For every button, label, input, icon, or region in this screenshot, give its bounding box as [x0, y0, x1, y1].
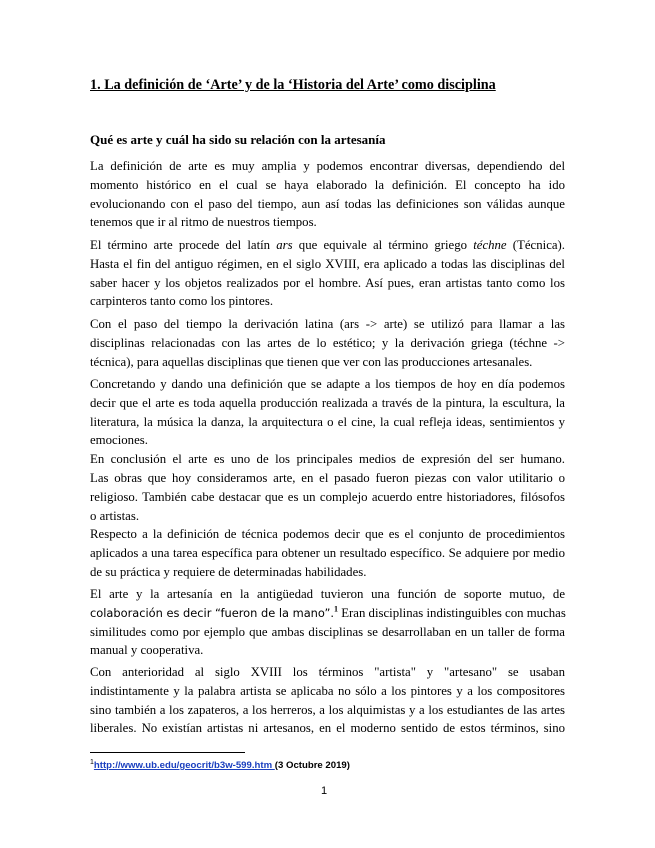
text-line: El arte y la artesanía en la antigüedad tuvieron una función de soporte mutuo, de [90, 587, 565, 601]
paragraph-2 [90, 236, 565, 311]
text-line: El término arte procede del latín ars que equivale al término griego téchne (Técnica). [90, 238, 566, 252]
paragraph-6 [90, 585, 565, 660]
text-line: Respecto a la definición de técnica podemos decir que es el conjunto de procedimientos [90, 527, 565, 541]
text-line: religioso. También cabe destacar que es un complejo acuerdo entre historiadores, filósofos [90, 489, 565, 504]
text-line: liberales. No existían artistas ni artesanos, en el moderno sentido de estos términos, sino [90, 721, 565, 736]
text-line: literatura, la música la danza, la arquitectura o el cine, la cual refleja ideas, sentimientos y [90, 414, 565, 429]
text-line: Concretando y dando una definición que se adapte a los tiempos de hoy en día podemos [90, 377, 565, 391]
subtitle: Qué es arte y cuál ha sido su relación con la artesanía [90, 132, 386, 147]
text-line: momento histórico en el cual se haya elaborado la definición. El concepto ha ido [90, 177, 565, 192]
footnote-reference[interactable]: 1 [334, 604, 338, 614]
text-line: Las obras que hoy consideramos arte, en el pasado fueron piezas con valor utilitario o [90, 470, 565, 485]
footnote-mark: 1 [90, 758, 94, 766]
text-line: o artistas. [90, 508, 140, 523]
paragraph-4 [90, 375, 565, 525]
text-line: técnica), para aquellas disciplinas que tienen que ver con las producciones artesanales. [90, 354, 533, 369]
greek-term: téchne [473, 238, 507, 252]
text-line: manual y cooperativa. [90, 643, 204, 658]
text-line: Con anterioridad al siglo XVIII los términos "artista" y "artesano" se usaban [90, 665, 565, 679]
text-line: sino también a los zapateros, a los herreros, a los alquimistas y a los estudiantes de las artes [90, 702, 565, 717]
footnote-date: (3 Octubre 2019) [274, 760, 350, 771]
footnote [90, 760, 350, 771]
paragraph-7 [90, 663, 565, 738]
text-line: disciplinas relacionadas con las artes de lo estético; y la derivación griega (téchne -> [90, 335, 565, 350]
text-line: tenemos que ir al ritmo de nuestros tiempos. [90, 215, 317, 230]
text-line: aplicados a una tarea específica para obtener un resultado específico. Se adquiere por medio [90, 545, 565, 560]
latin-term: ars [276, 238, 293, 252]
text-line: carpinteros tanto como los pintores. [90, 294, 274, 309]
text-line: colaboración es decir “fueron de la mano”.$^1$ Eran disciplinas indistinguibles con muchas [90, 604, 566, 620]
text-line: Con el paso del tiempo la derivación latina (ars -> arte) se utilizó para llamar a las [90, 317, 565, 331]
footnote-link[interactable]: http://www.ub.edu/geocrit/b3w-599.htm [93, 760, 275, 771]
text-line: indistintamente y la palabra artista se aplicaba no sólo a los pintores y a los compositores [90, 683, 565, 698]
text-line: similitudes como por ejemplo que ambas disciplinas se desarrollaban en un taller de forma [90, 624, 565, 639]
text-line: evolucionando con el paso del tiempo, aun así todas las definiciones son válidas aunque [90, 196, 565, 211]
text-line: En conclusión el arte es uno de los principales medios de expresión del ser humano. [90, 452, 565, 467]
text-line: Hasta el fin del antiguo régimen, en el siglo XVIII, era aplicado a todas las disciplinas del [90, 256, 565, 271]
paragraph-5 [90, 525, 565, 581]
footnote-separator [90, 752, 245, 753]
text-line: saber hacer y los objetos realizados por el hombre. Así pues, eran artistas tanto como los [90, 275, 565, 290]
section-title: 1. La definición de ‘Arte’ y de la ‘Historia del Arte’ como disciplina [90, 77, 496, 93]
text-line: La definición de arte es muy amplia y podemos encontrar diversas, dependiendo del [90, 159, 565, 173]
page-number: 1 [321, 785, 328, 797]
text-line: decir que el arte es toda aquella producción realizada a través de la pintura, la escultura, la [90, 395, 565, 410]
quoted-phrase: colaboración es decir “fueron de la mano”. [90, 605, 334, 620]
paragraph-1 [90, 157, 565, 232]
text-line: emociones. [90, 433, 148, 448]
text-line: de su práctica y requiere de determinadas habilidades. [90, 564, 367, 579]
paragraph-3 [90, 315, 565, 371]
